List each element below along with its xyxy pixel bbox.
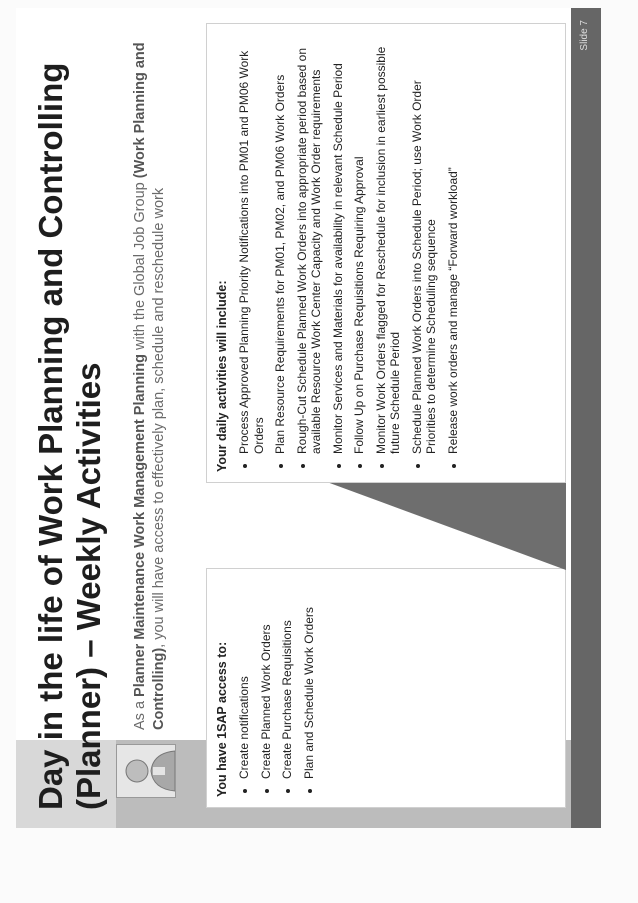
access-item: • Create notifications — [237, 579, 252, 779]
intro-role: Planner Maintenance Work Management Planning — [132, 353, 148, 697]
access-item: • Create Purchase Requisitions — [280, 579, 295, 779]
activities-list — [237, 34, 460, 472]
activity-item: • Schedule Planned Work Orders into Schedule Period; use Work Order Priorities to determine Scheduling sequence — [410, 34, 439, 454]
intro-group: (Work Planning and Controlling) — [132, 42, 167, 730]
activity-item: • Follow Up on Purchase Requisitions Requiring Approval — [352, 34, 367, 454]
activity-item: • Rough-Cut Schedule Planned Work Orders into appropriate period based on available Resource Work Center Capacity and Work Order requirements — [295, 34, 324, 454]
slide — [16, 8, 601, 828]
footer-bar — [571, 8, 601, 828]
slide-number: Slide 7 — [579, 20, 590, 51]
planner-avatar — [116, 744, 176, 798]
slide-title: Day in the life of Work Planning and Controlling (Planner) – Weekly Activities — [32, 62, 107, 810]
access-item: • Plan and Schedule Work Orders — [302, 579, 317, 779]
activity-item: • Release work orders and manage “Forward workload” — [446, 34, 461, 454]
activity-item: • Process Approved Planning Priority Notifications into PM01 and PM06 Work Orders — [237, 34, 266, 454]
activities-heading: Your daily activities will include: — [215, 280, 229, 472]
intro-part-2: with the Global Job Group — [132, 178, 148, 354]
activity-item: • Plan Resource Requirements for PM01, PM02, and PM06 Work Orders — [273, 34, 288, 454]
person-icon — [117, 745, 175, 797]
flow-arrow — [316, 478, 566, 570]
intro-part-3: , you will have access to effectively plan, schedule and reschedule work — [151, 187, 167, 648]
activity-item: • Monitor Work Orders flagged for Reschedule for inclusion in earliest possible future Schedule Period — [374, 34, 403, 454]
activities-box — [206, 23, 566, 483]
access-heading: You have 1SAP access to: — [215, 641, 229, 797]
intro-part-1: As a — [132, 696, 148, 730]
activity-item: • Monitor Services and Materials for availability in relevant Schedule Period — [331, 34, 346, 454]
access-item: • Create Planned Work Orders — [259, 579, 274, 779]
access-list — [237, 579, 316, 797]
access-box — [206, 568, 566, 808]
intro-text — [131, 30, 169, 730]
